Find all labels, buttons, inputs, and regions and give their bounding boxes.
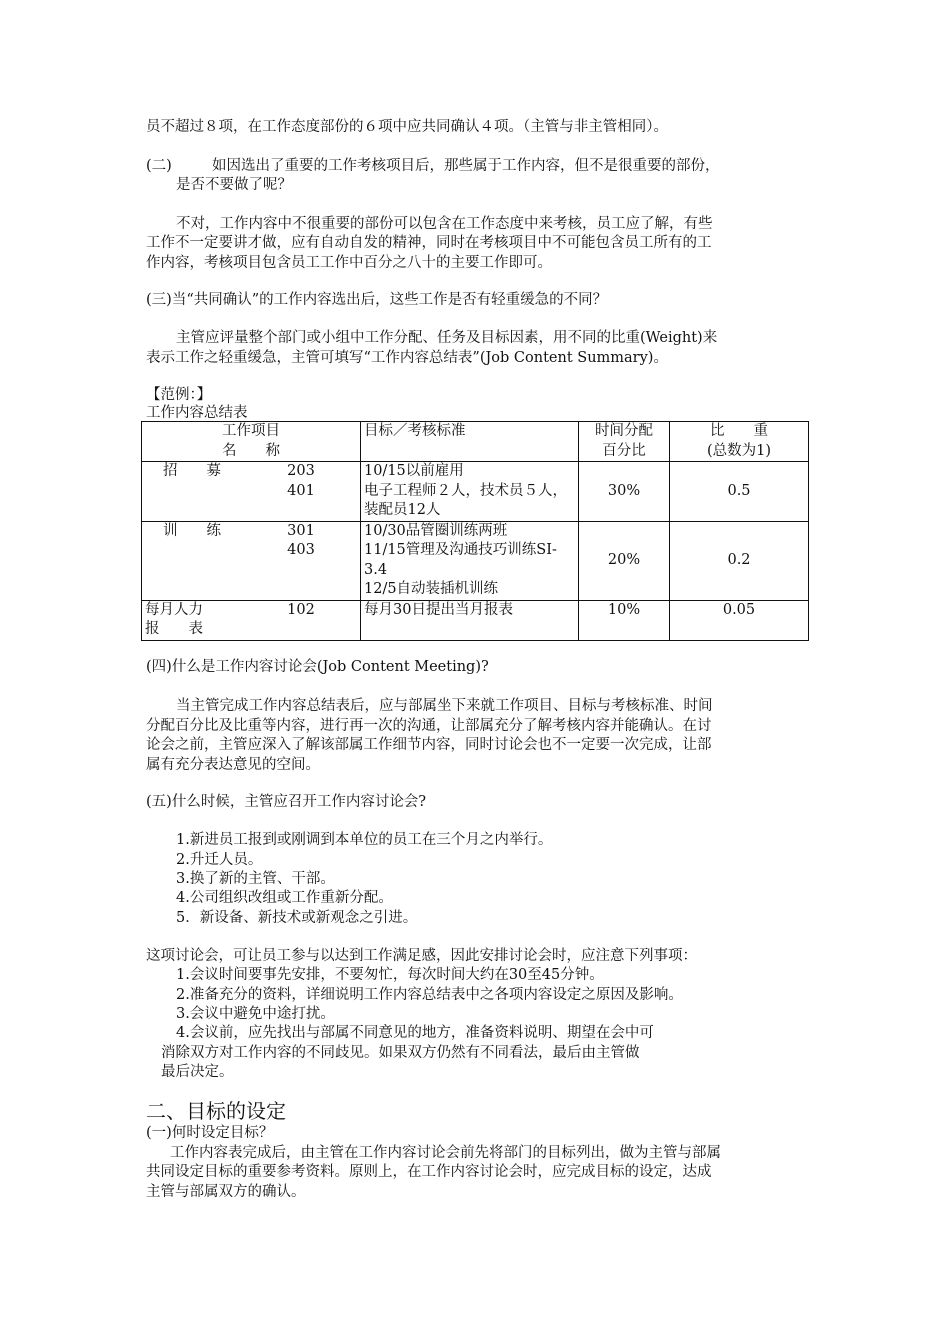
question-2-line2: 是否不要做了呢？ [176, 177, 292, 193]
list-item: 5．新设备、新技术或新观念之引进。 [176, 910, 418, 926]
item-name: 报 表 [145, 621, 203, 637]
item-name: 每月人力 [145, 601, 203, 618]
weight-cell: 0.05 [670, 600, 809, 640]
list-item: 1.新进员工报到或刚调到本单位的员工在三个月之内举行。 [176, 832, 553, 848]
table-row [142, 521, 809, 600]
header-text: 百分比 [602, 442, 646, 459]
header-text: 时间分配 [595, 423, 653, 439]
goal-cell [361, 521, 579, 600]
header-text: 工作项目 [222, 423, 280, 439]
header-item-name [142, 422, 361, 462]
answer-4-line: 当主管完成工作内容总结表后，应与部属坐下来就工作项目、目标与考核标准、时间 [176, 698, 713, 714]
time-cell: 20% [579, 521, 670, 600]
goal-line: 3.4 [364, 561, 388, 578]
meeting-intro: 这项讨论会，可让员工参与以达到工作满足感，因此安排讨论会时，应注意下列事项： [146, 948, 697, 964]
goal-line: 11/15管理及沟通技巧训练SI- [364, 542, 557, 558]
question-3: (三)当“共同确认”的工作内容选出后，这些工作是否有轻重缓急的不同？ [146, 292, 608, 308]
item-cell [142, 521, 361, 600]
header-time [579, 422, 670, 462]
table-row [142, 462, 809, 522]
list-item: 3.会议中避免中途打扰。 [176, 1006, 335, 1022]
job-content-summary-table [141, 421, 809, 641]
list-item: 4.公司组织改组或工作重新分配。 [176, 890, 393, 906]
question-5: (五)什么时候，主管应召开工作内容讨论会? [146, 794, 427, 810]
item-code: 301 [287, 522, 315, 539]
answer-3-line: 表示工作之轻重缓急，主管可填写“工作内容总结表”(Job Content Summary)。 [146, 350, 668, 366]
header-text: (总数为1) [706, 442, 772, 459]
goal-line: 12/5自动装插机训练 [364, 581, 499, 597]
item-cell [142, 600, 361, 640]
table-row [142, 600, 809, 640]
weight-cell: 0.2 [670, 521, 809, 600]
example-label: 【范例：】 [146, 387, 212, 403]
list-item: 3.换了新的主管、干部。 [176, 871, 335, 887]
section-title: 二、目标的设定 [146, 1099, 286, 1123]
item-cell [142, 462, 361, 522]
answer-4-line: 属有充分表达意见的空间。 [146, 757, 320, 773]
answer-2-line: 作内容，考核项目包含员工工作中百分之八十的主要工作即可。 [146, 255, 552, 271]
section-2-question-1: (一)何时设定目标？ [146, 1125, 274, 1141]
answer-2-line: 不对，工作内容中不很重要的部份可以包含在工作态度中来考核，员工应了解，有些 [176, 216, 713, 232]
header-weight [670, 422, 809, 462]
item-code: 203 [287, 463, 315, 479]
goal-cell [361, 462, 579, 522]
table-header-row [142, 422, 809, 462]
weight-cell: 0.5 [670, 462, 809, 522]
time-cell: 30% [579, 462, 670, 522]
answer-2-line: 工作不一定要讲才做，应有自动自发的精神，同时在考核项目中不可能包含员工所有的工 [146, 235, 712, 251]
section-2-answer-line: 工作内容表完成后，由主管在工作内容讨论会前先将部门的目标列出，做为主管与部属 [170, 1145, 721, 1161]
time-cell: 10% [579, 600, 670, 640]
list-item-continuation: 消除双方对工作内容的不同歧见。如果双方仍然有不同看法，最后由主管做 [161, 1045, 640, 1061]
section-2-answer-line: 主管与部属双方的确认。 [146, 1184, 306, 1200]
question-4: (四)什么是工作内容讨论会(Job Content Meeting)? [146, 659, 489, 675]
goal-line: 装配员12人 [364, 502, 441, 518]
header-text: 名 称 [222, 442, 280, 459]
question-2-label: (二) [146, 158, 172, 174]
list-item-continuation: 最后决定。 [161, 1064, 234, 1080]
list-item: 4.会议前，应先找出与部属不同意见的地方，准备资料说明、期望在会中可 [176, 1025, 654, 1041]
goal-line: 10/15以前雇用 [364, 463, 464, 479]
answer-4-line: 分配百分比及比重等内容，进行再一次的沟通，让部属充分了解考核内容并能确认。在讨 [146, 718, 712, 734]
goal-line: 电子工程师２人，技术员５人， [364, 482, 567, 499]
answer-4-line: 论会之前，主管应深入了解该部属工作细节内容，同时讨论会也不一定要一次完成，让部 [146, 737, 712, 753]
header-text: 比 重 [710, 423, 768, 439]
section-2-answer-line: 共同设定目标的重要参考资料。原则上，在工作内容讨论会时，应完成目标的设定，达成 [146, 1164, 712, 1180]
list-item: 2.升迁人员。 [176, 852, 263, 868]
goal-line: 10/30品管圈训练两班 [364, 522, 508, 539]
item-code: 403 [287, 542, 315, 558]
list-item: 2.准备充分的资料，详细说明工作内容总结表中之各项内容设定之原因及影响。 [176, 987, 683, 1003]
goal-line: 每月30日提出当月报表 [364, 601, 513, 618]
item-name: 招 募 [163, 463, 221, 479]
list-item: 1.会议时间要事先安排，不要匆忙，每次时间大约在30至45分钟。 [176, 967, 604, 983]
table-title: 工作内容总结表 [146, 405, 248, 421]
question-2-line1: 如因选出了重要的工作考核项目后，那些属于工作内容，但不是很重要的部份， [212, 158, 720, 174]
paragraph-text: 员不超过８项，在工作态度部份的６项中应共同确认４项。（主管与非主管相同）。 [146, 119, 668, 135]
answer-3-line: 主管应评量整个部门或小组中工作分配、任务及目标因素，用不同的比重(Weight)来 [176, 330, 718, 346]
header-text: 目标／考核标准 [364, 423, 466, 439]
item-name: 训 练 [163, 522, 221, 539]
item-code: 102 [287, 601, 315, 618]
item-code: 401 [287, 482, 315, 499]
header-goal [361, 422, 579, 462]
goal-cell [361, 600, 579, 640]
